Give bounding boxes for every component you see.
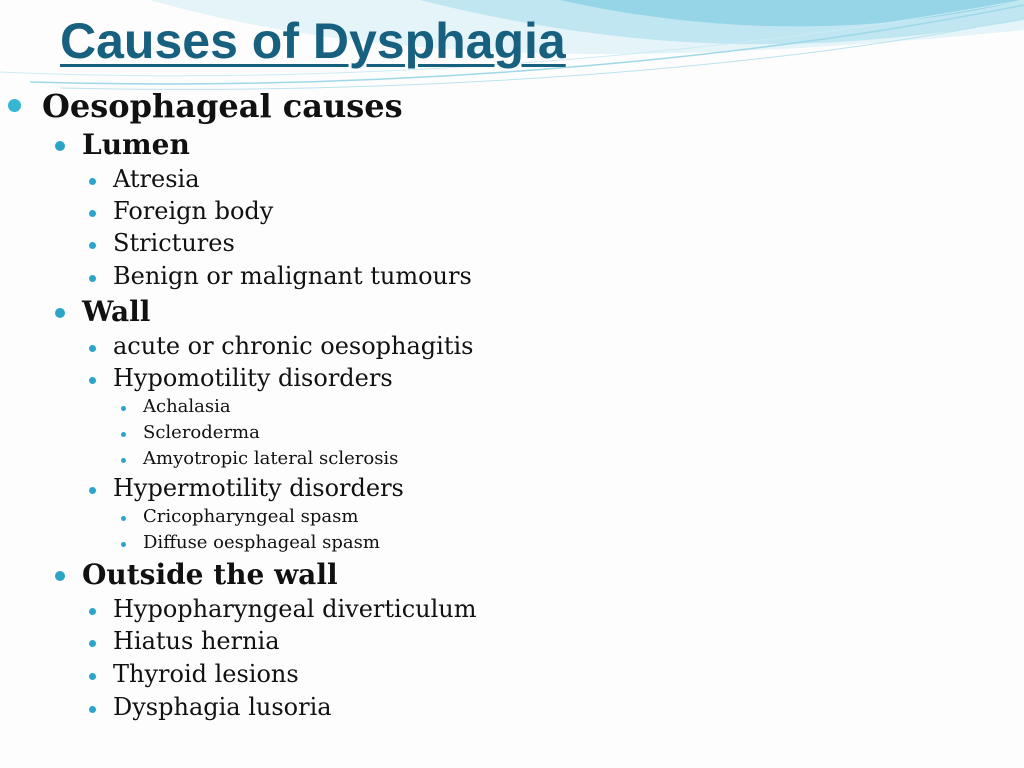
list-item-label: Strictures <box>113 229 235 257</box>
bullet-icon <box>121 458 126 463</box>
bullet-icon <box>121 406 126 411</box>
bullet-icon <box>89 608 96 615</box>
section-outside-the-wall-label: Outside the wall <box>82 558 338 591</box>
bullet-icon <box>89 377 96 384</box>
list-item-label: Thyroid lesions <box>113 660 299 688</box>
list-item-label: Atresia <box>113 165 200 193</box>
bullet-icon <box>89 242 96 249</box>
bullet-icon <box>55 571 65 581</box>
bullet-icon <box>89 345 96 352</box>
bullet-icon <box>55 141 65 151</box>
list-item-label: Foreign body <box>113 197 274 225</box>
sub-list-item-label: Achalasia <box>143 396 231 417</box>
list-item-label: Hiatus hernia <box>113 627 280 655</box>
sub-list-item-label: Diffuse oesphageal spasm <box>143 532 380 553</box>
bullet-icon <box>55 308 65 318</box>
bullet-icon <box>89 673 96 680</box>
section-wall-label: Wall <box>82 295 151 328</box>
bullet-icon <box>89 275 96 282</box>
section-lumen-label: Lumen <box>82 128 190 161</box>
bullet-icon <box>89 706 96 713</box>
bullet-icon <box>121 516 126 521</box>
bullet-icon <box>89 178 96 185</box>
main-heading-label: Oesophageal causes <box>42 87 403 125</box>
list-item-label: acute or chronic oesophagitis <box>113 332 474 360</box>
list-item-label: Hypopharyngeal diverticulum <box>113 595 477 623</box>
sub-list-item-label: Amyotropic lateral sclerosis <box>143 448 399 469</box>
sub-list-item-label: Cricopharyngeal spasm <box>143 506 359 527</box>
bullet-icon <box>121 432 126 437</box>
list-item-label: Benign or malignant tumours <box>113 262 472 290</box>
bullet-icon <box>89 210 96 217</box>
bullet-icon <box>89 640 96 647</box>
list-item-label: Hypomotility disorders <box>113 364 393 392</box>
heading-bullet-icon <box>8 99 21 112</box>
bullet-icon <box>121 542 126 547</box>
bullet-icon <box>89 487 96 494</box>
sub-list-item-label: Scleroderma <box>143 422 260 443</box>
slide-title: Causes of Dysphagia <box>60 13 566 69</box>
list-item-label: Hypermotility disorders <box>113 474 404 502</box>
list-item-label: Dysphagia lusoria <box>113 693 332 721</box>
